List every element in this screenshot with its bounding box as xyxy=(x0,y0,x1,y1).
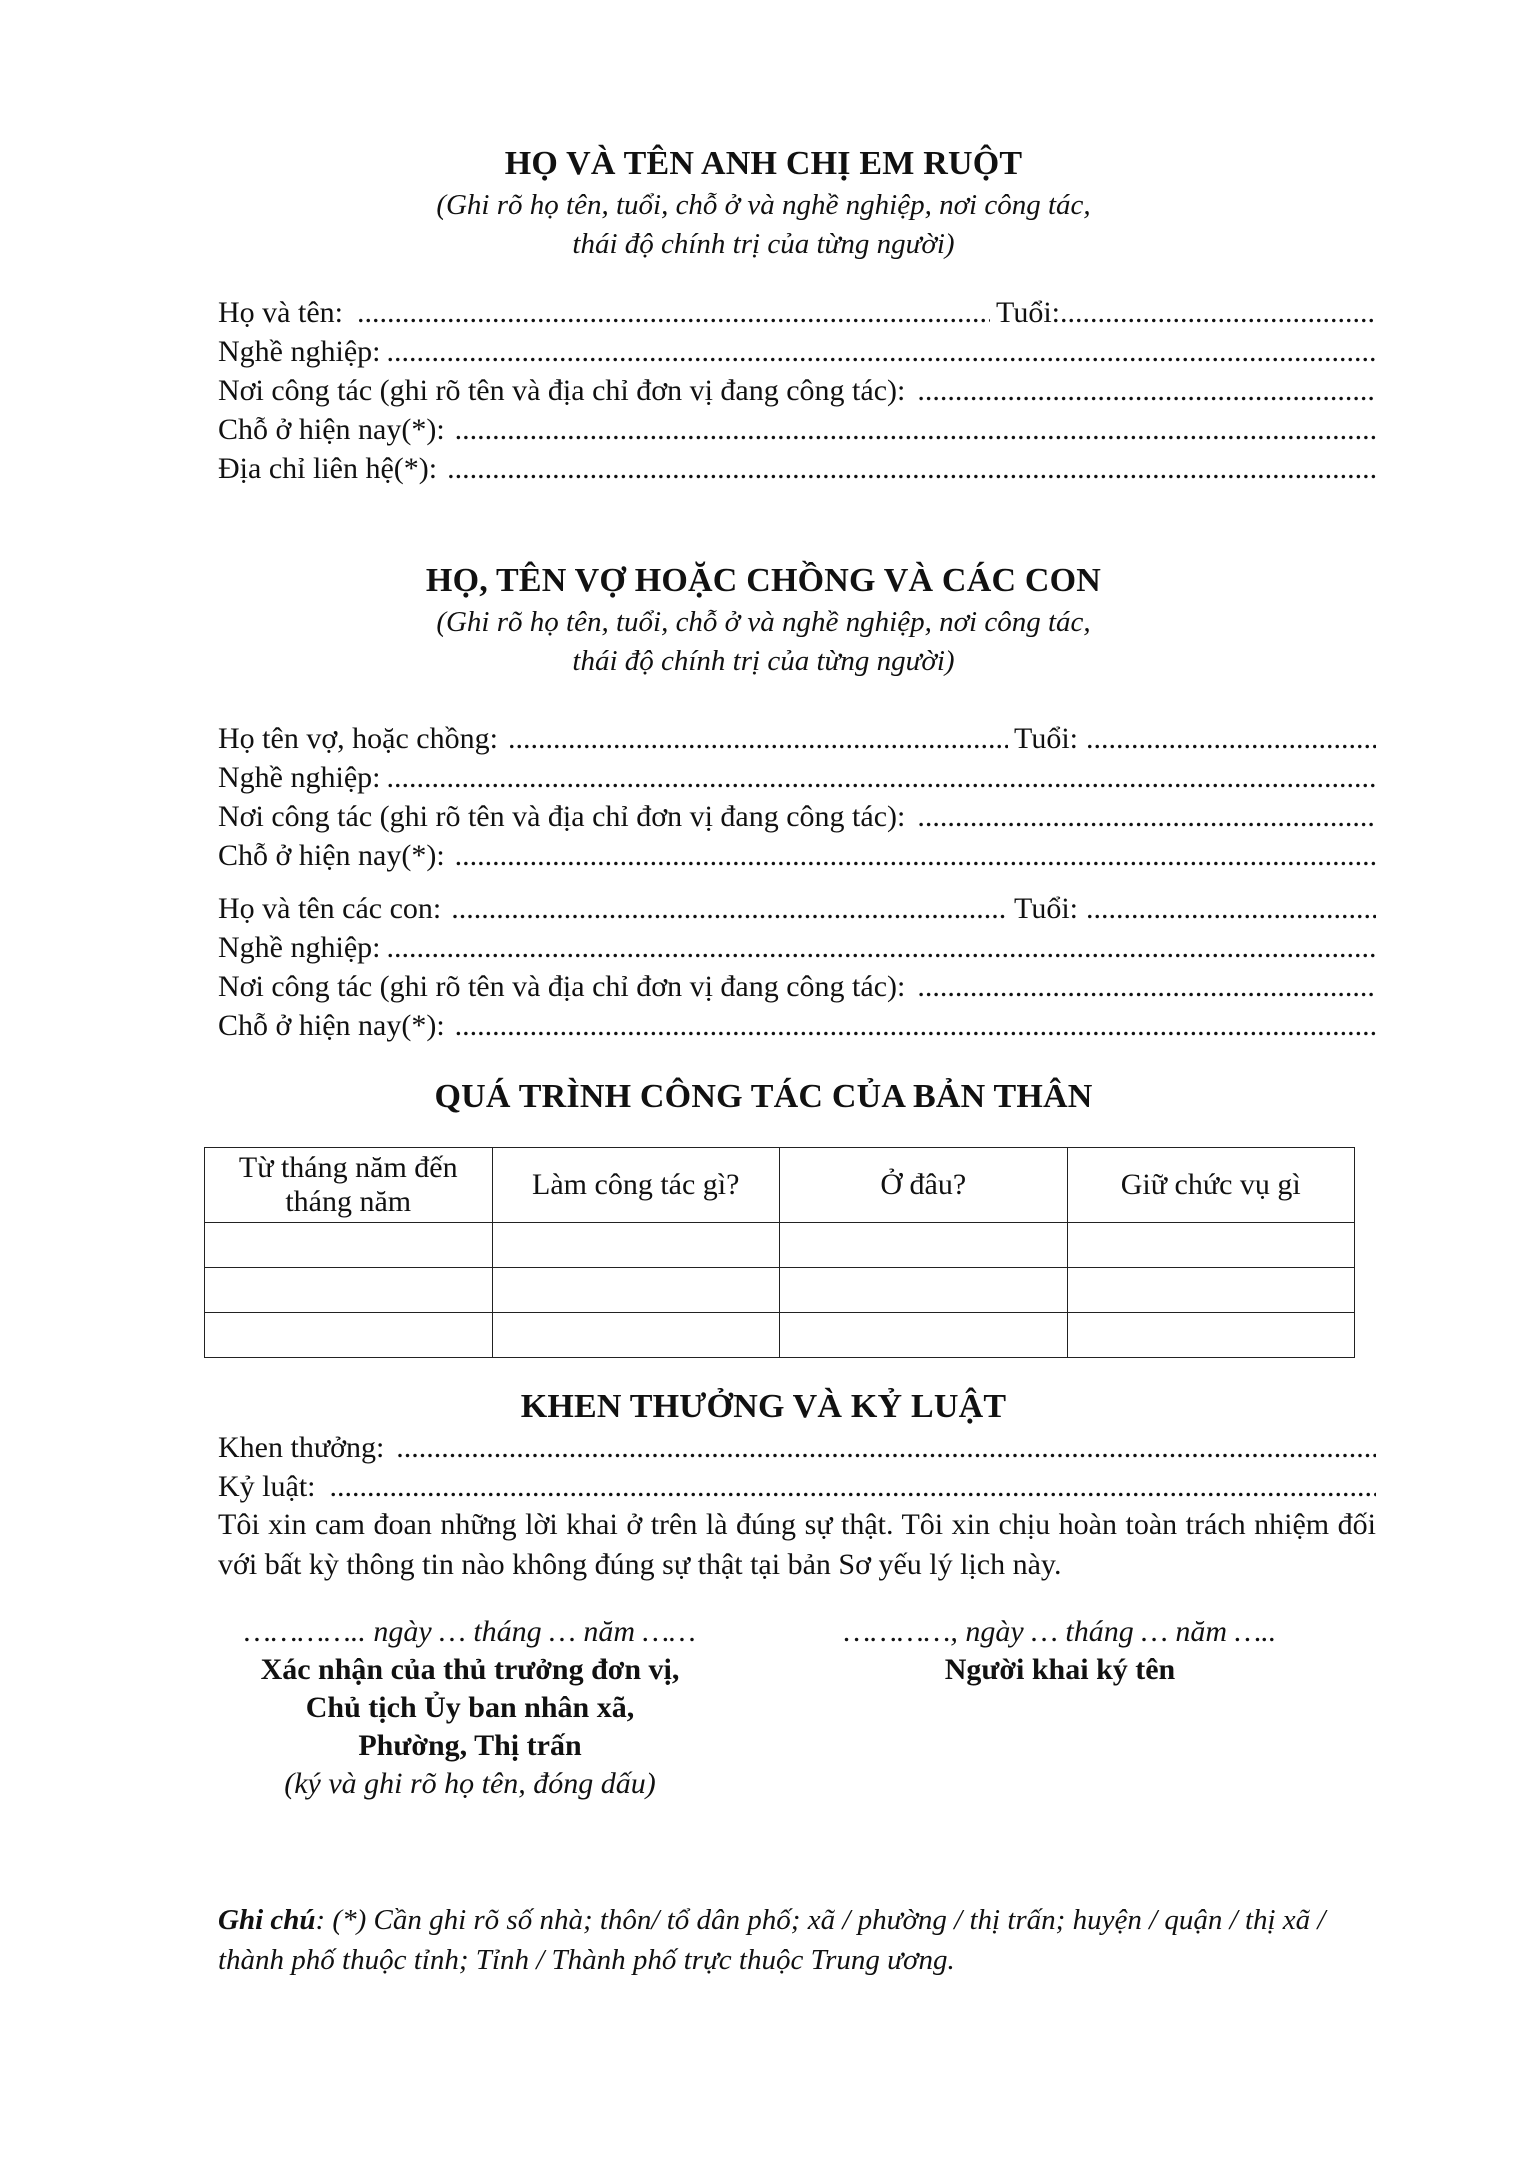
table-cell[interactable] xyxy=(1067,1268,1355,1313)
spouse-name-blank[interactable] xyxy=(498,719,1008,758)
table-cell[interactable] xyxy=(205,1313,493,1358)
location-column-header: Ở đâu? xyxy=(780,1148,1068,1223)
left-date-line: ………….. ngày … tháng … năm …… xyxy=(244,1615,696,1648)
table-row xyxy=(205,1223,1355,1268)
spouse-workplace-blank[interactable] xyxy=(905,797,1376,836)
discipline-field[interactable] xyxy=(218,1467,1376,1506)
sibling-residence-field[interactable] xyxy=(218,410,1376,449)
confirmation-signature-block xyxy=(210,1613,730,1803)
spouse-age-label: Tuổi: xyxy=(1014,722,1078,755)
table-cell[interactable] xyxy=(780,1313,1068,1358)
children-name-field[interactable] xyxy=(218,889,1376,928)
children-workplace-field[interactable] xyxy=(218,967,1376,1006)
right-date-line: …………, ngày … tháng … năm ….. xyxy=(843,1615,1277,1648)
sibling-occupation-blank[interactable] xyxy=(380,332,1376,371)
table-cell[interactable] xyxy=(205,1268,493,1313)
footnote xyxy=(218,1900,1378,1980)
table-cell[interactable] xyxy=(1067,1223,1355,1268)
period-column-header: Từ tháng năm đến tháng năm xyxy=(205,1148,493,1223)
sibling-name-blank[interactable] xyxy=(343,293,990,332)
discipline-label: Kỷ luật: xyxy=(218,1470,316,1503)
spouse-occupation-label: Nghề nghiệp: xyxy=(218,761,381,794)
job-column-header: Làm công tác gì? xyxy=(492,1148,780,1223)
children-workplace-blank[interactable] xyxy=(905,967,1376,1006)
table-cell[interactable] xyxy=(780,1223,1068,1268)
table-row xyxy=(205,1268,1355,1313)
spouse-occupation-blank[interactable] xyxy=(380,758,1376,797)
spouse-occupation-field[interactable] xyxy=(218,758,1376,797)
work-history-title: QUÁ TRÌNH CÔNG TÁC CỦA BẢN THÂN xyxy=(434,1078,1093,1115)
children-occupation-field[interactable] xyxy=(218,928,1376,967)
left-role-line3: Phường, Thị trấn xyxy=(358,1729,582,1762)
spouse-name-field[interactable] xyxy=(218,719,1376,758)
sibling-contact-field[interactable] xyxy=(218,449,1376,488)
spouse-residence-field[interactable] xyxy=(218,836,1376,875)
sibling-contact-blank[interactable] xyxy=(437,449,1376,488)
footnote-label: Ghi chú xyxy=(218,1904,316,1936)
children-occupation-blank[interactable] xyxy=(380,928,1376,967)
siblings-title: HỌ VÀ TÊN ANH CHỊ EM RUỘT xyxy=(504,145,1023,182)
sibling-workplace-blank[interactable] xyxy=(905,371,1376,410)
spouse-residence-blank[interactable] xyxy=(445,836,1376,875)
table-cell[interactable] xyxy=(492,1223,780,1268)
children-residence-blank[interactable] xyxy=(445,1006,1376,1045)
sibling-contact-label: Địa chỉ liên hệ(*): xyxy=(218,452,438,485)
spouse-residence-label: Chỗ ở hiện nay(*): xyxy=(218,839,445,872)
discipline-blank[interactable] xyxy=(316,1467,1377,1506)
siblings-note-line2: thái độ chính trị của từng người) xyxy=(572,228,955,260)
work-history-table xyxy=(204,1147,1355,1358)
right-role: Người khai ký tên xyxy=(944,1653,1176,1686)
sibling-occupation-field[interactable] xyxy=(218,332,1376,371)
sibling-age-blank[interactable] xyxy=(1060,293,1376,332)
reward-blank[interactable] xyxy=(384,1428,1376,1467)
rewards-title: KHEN THƯỞNG VÀ KỶ LUẬT xyxy=(520,1388,1007,1425)
siblings-note-line1: (Ghi rõ họ tên, tuổi, chỗ ở và nghề nghiệp, nơi công tác, xyxy=(436,189,1091,221)
spouse-note-line2: thái độ chính trị của từng người) xyxy=(572,645,955,677)
spouse-note-line1: (Ghi rõ họ tên, tuổi, chỗ ở và nghề nghiệp, nơi công tác, xyxy=(436,606,1091,638)
children-name-label: Họ và tên các con: xyxy=(218,892,442,925)
spouse-title: HỌ, TÊN VỢ HOẶC CHỒNG VÀ CÁC CON xyxy=(425,562,1102,599)
sibling-residence-blank[interactable] xyxy=(445,410,1376,449)
table-cell[interactable] xyxy=(492,1313,780,1358)
sibling-age-label: Tuổi: xyxy=(996,296,1060,329)
left-signature-hint: (ký và ghi rõ họ tên, đóng dấu) xyxy=(284,1767,656,1800)
left-role-line1: Xác nhận của thủ trưởng đơn vị, xyxy=(260,1653,680,1686)
position-column-header: Giữ chức vụ gì xyxy=(1067,1148,1355,1223)
table-row xyxy=(205,1313,1355,1358)
left-role-line2: Chủ tịch Ủy ban nhân xã, xyxy=(305,1691,635,1724)
children-age-blank[interactable] xyxy=(1078,889,1376,928)
spouse-name-label: Họ tên vợ, hoặc chồng: xyxy=(218,722,498,755)
reward-field[interactable] xyxy=(218,1428,1376,1467)
children-residence-field[interactable] xyxy=(218,1006,1376,1045)
table-cell[interactable] xyxy=(780,1268,1068,1313)
sibling-workplace-label: Nơi công tác (ghi rõ tên và địa chỉ đơn vị đang công tác): xyxy=(218,374,906,407)
sibling-occupation-label: Nghề nghiệp: xyxy=(218,335,381,368)
spouse-age-blank[interactable] xyxy=(1078,719,1376,758)
sibling-name-field[interactable] xyxy=(218,293,1376,332)
children-residence-label: Chỗ ở hiện nay(*): xyxy=(218,1009,445,1042)
table-header-row xyxy=(205,1148,1355,1223)
sibling-workplace-field[interactable] xyxy=(218,371,1376,410)
sibling-name-label: Họ và tên: xyxy=(218,296,343,329)
reward-label: Khen thưởng: xyxy=(218,1431,385,1464)
declarant-signature-block xyxy=(810,1613,1310,1689)
children-age-label: Tuổi: xyxy=(1014,892,1078,925)
sibling-residence-label: Chỗ ở hiện nay(*): xyxy=(218,413,445,446)
children-name-blank[interactable] xyxy=(441,889,1008,928)
children-occupation-label: Nghề nghiệp: xyxy=(218,931,381,964)
footnote-text: : (*) Cần ghi rõ số nhà; thôn/ tổ dân phố; xã / phường / thị trấn; huyện / quận / thị xã / thành phố thuộc tỉnh; Tỉnh / Thành phố trực thuộc Trung ương. xyxy=(218,1904,1326,1976)
spouse-workplace-field[interactable] xyxy=(218,797,1376,836)
table-cell[interactable] xyxy=(205,1223,493,1268)
table-cell[interactable] xyxy=(1067,1313,1355,1358)
declaration-text: Tôi xin cam đoan những lời khai ở trên là đúng sự thật. Tôi xin chịu hoàn toàn trách nhiệm đối với bất kỳ thông tin nào không đúng sự thật tại bản Sơ yếu lý lịch này. xyxy=(218,1508,1376,1581)
spouse-workplace-label: Nơi công tác (ghi rõ tên và địa chỉ đơn vị đang công tác): xyxy=(218,800,906,833)
children-workplace-label: Nơi công tác (ghi rõ tên và địa chỉ đơn vị đang công tác): xyxy=(218,970,906,1003)
table-cell[interactable] xyxy=(492,1268,780,1313)
